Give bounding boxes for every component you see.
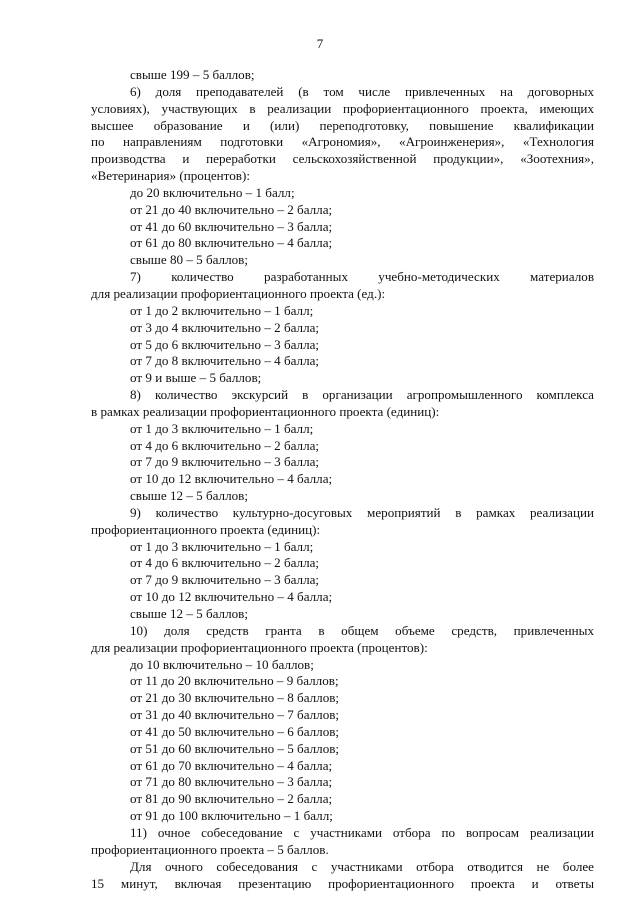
text-line: от 7 до 9 включительно – 3 балла; — [130, 454, 320, 470]
text-line: от 21 до 30 включительно – 8 баллов; — [130, 690, 340, 706]
text-line: от 21 до 40 включительно – 2 балла; — [130, 201, 333, 217]
text-line: от 91 до 100 включительно – 1 балл; — [130, 808, 333, 824]
text-line: высшее образование и (или) переподготовку, повышение квалификации — [91, 117, 594, 133]
text-line: от 7 до 9 включительно – 3 балла; — [130, 572, 320, 588]
text-line: от 10 до 12 включительно – 4 балла; — [130, 589, 333, 605]
text-line: свыше 12 – 5 баллов; — [130, 606, 248, 621]
text-line: от 71 до 80 включительно – 3 балла; — [130, 774, 333, 790]
text-line: 9) количество культурно-досуговых мероприятий в рамках реализации — [130, 504, 594, 520]
text-line: от 11 до 20 включительно – 9 баллов; — [130, 673, 339, 689]
text-line: 15 минут, включая презентацию профориентационного проекта и ответы — [91, 875, 594, 891]
text-line: от 41 до 60 включительно – 3 балла; — [130, 218, 333, 234]
text-line: 11) очное собеседование с участниками отбора по вопросам реализации — [130, 824, 594, 840]
text-line: от 51 до 60 включительно – 5 баллов; — [130, 740, 340, 756]
text-line: от 1 до 3 включительно – 1 балл; — [130, 538, 314, 554]
text-line: 10) доля средств гранта в общем объеме средств, привлеченных — [130, 622, 594, 638]
text-line: от 61 до 80 включительно – 4 балла; — [130, 235, 333, 251]
text-line: профориентационного проекта – 5 баллов. — [91, 841, 329, 857]
text-line: 7) количество разработанных учебно-методических материалов — [130, 269, 594, 285]
text-line: в рамках реализации профориентационного проекта (единиц): — [91, 403, 440, 419]
text-line: от 10 до 12 включительно – 4 балла; — [130, 471, 333, 487]
text-line: Для очного собеседования с участниками отбора отводится не более — [130, 858, 594, 874]
text-line: для реализации профориентационного проекта (ед.): — [91, 285, 386, 301]
text-line: от 5 до 6 включительно – 3 балла; — [130, 336, 320, 352]
text-line: от 4 до 6 включительно – 2 балла; — [130, 437, 320, 453]
text-line: от 3 до 4 включительно – 2 балла; — [130, 319, 320, 335]
text-line: от 1 до 3 включительно – 1 балл; — [130, 420, 314, 436]
text-line: по направлениям подготовки «Агрономия», «Агроинженерия», «Технология — [91, 134, 594, 150]
text-line: свыше 12 – 5 баллов; — [130, 488, 248, 504]
text-line: условиях), участвующих в реализации профориентационного проекта, имеющих — [91, 100, 594, 116]
text-line: «Ветеринария» (процентов): — [91, 168, 250, 184]
text-line: от 1 до 2 включительно – 1 балл; — [130, 302, 314, 318]
text-line: от 9 и выше – 5 баллов; — [130, 370, 262, 386]
text-line: производства и переработки сельскохозяйственной продукции», «Зоотехния», — [91, 151, 594, 167]
text-line: от 4 до 6 включительно – 2 балла; — [130, 555, 320, 571]
text-line: свыше 80 – 5 баллов; — [130, 252, 248, 268]
text-line: до 20 включительно – 1 балл; — [130, 184, 295, 200]
text-line: профориентационного проекта (единиц): — [91, 521, 321, 537]
text-line: от 61 до 70 включительно – 4 балла; — [130, 757, 333, 773]
text-line: от 41 до 50 включительно – 6 баллов; — [130, 723, 340, 739]
text-line: свыше 199 – 5 баллов; — [130, 67, 255, 82]
text-line: 6) доля преподавателей (в том числе привлеченных на договорных — [130, 83, 594, 99]
document-body — [91, 67, 594, 892]
text-line: для реализации профориентационного проекта (процентов): — [91, 639, 428, 655]
text-line: от 81 до 90 включительно – 2 балла; — [130, 791, 333, 807]
text-line: от 31 до 40 включительно – 7 баллов; — [130, 707, 340, 723]
text-line: 8) количество экскурсий в организации агропромышленного комплекса — [130, 387, 594, 403]
text-line: от 7 до 8 включительно – 4 балла; — [130, 353, 320, 369]
text-line: до 10 включительно – 10 баллов; — [130, 656, 314, 672]
page-number: 7 — [316, 36, 324, 51]
